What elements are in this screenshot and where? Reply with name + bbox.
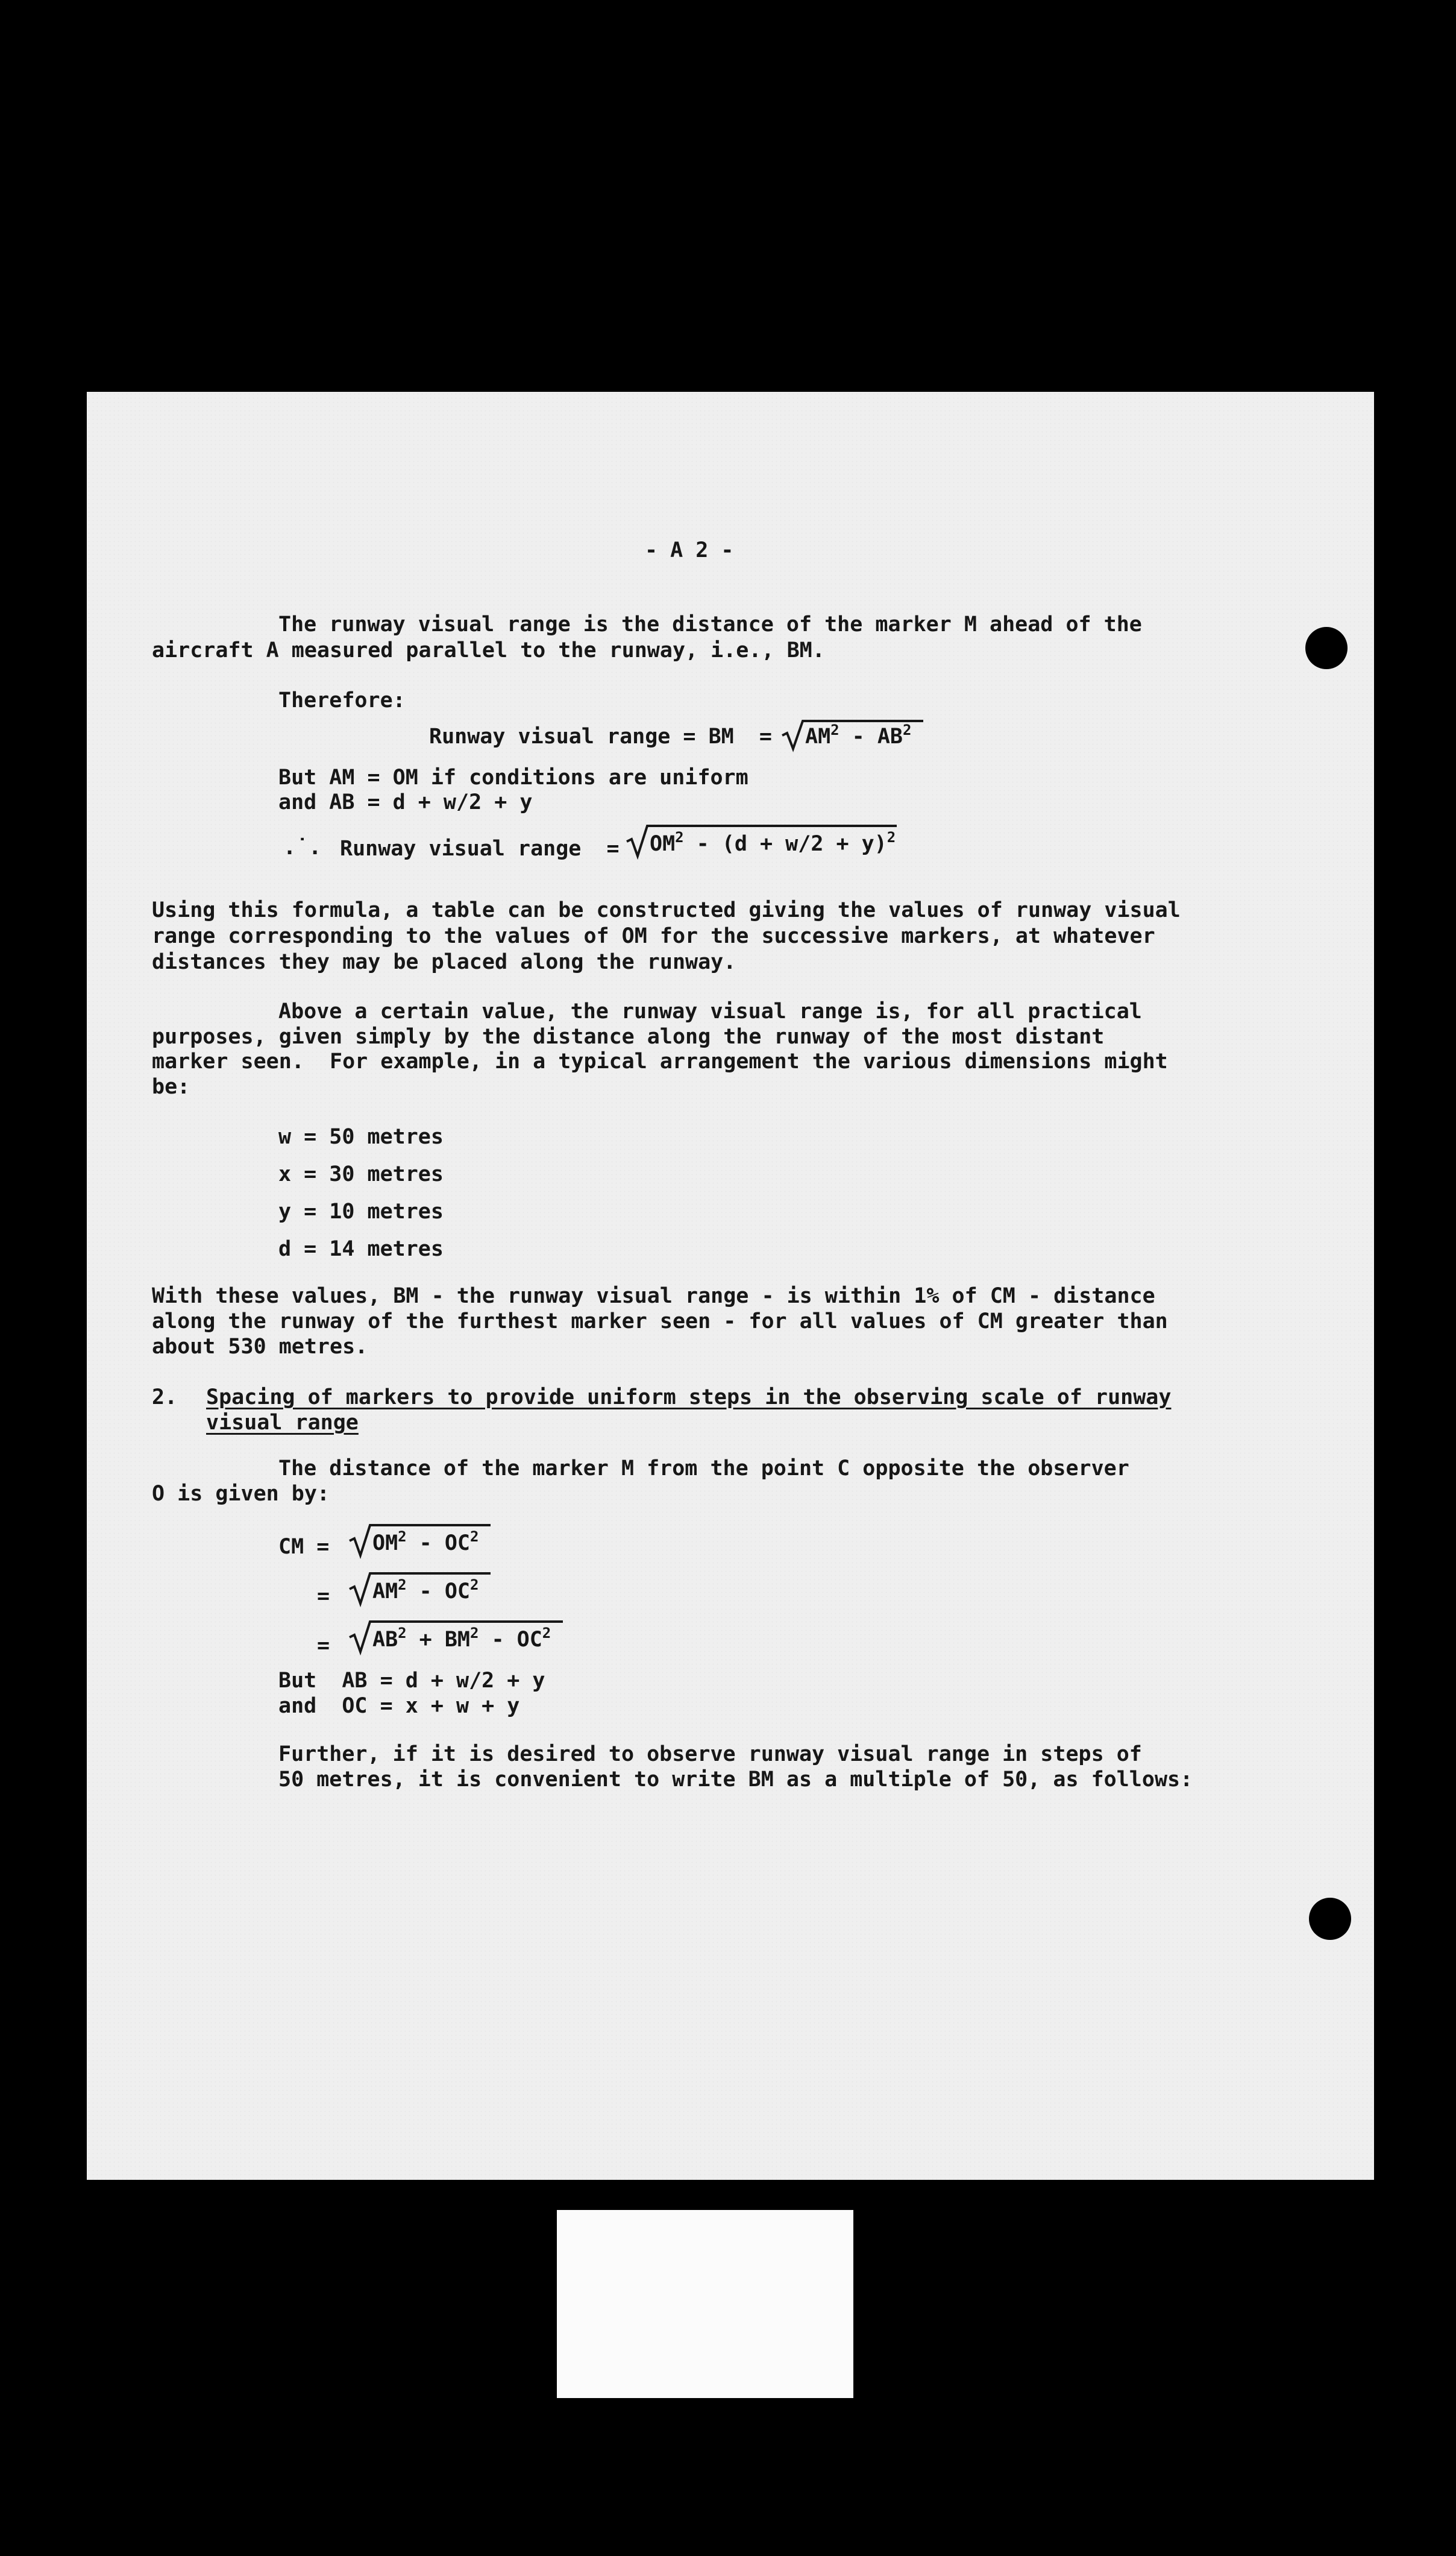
para2-line2: range corresponding to the values of OM for the successive markers, at whatever: [152, 924, 1155, 948]
para2-line1: Using this formula, a table can be constructed giving the values of runway visual: [152, 898, 1181, 922]
section-heading-line2: visual range: [206, 1411, 359, 1435]
dimension-item: w = 50 metres: [278, 1125, 444, 1149]
but-ab-line: But AB = d + w/2 + y: [278, 1669, 545, 1693]
para4-line3: about 530 metres.: [152, 1335, 368, 1359]
eq1-lhs: Runway visual range = BM =: [429, 725, 772, 749]
therefore-label: Therefore:: [278, 688, 406, 713]
eq2-lhs: Runway visual range =: [340, 837, 620, 861]
dimension-item: d = 14 metres: [278, 1237, 444, 1261]
but-am-line: But AM = OM if conditions are uniform: [278, 766, 748, 790]
eq2-radical: $OM^2 - (d + w/2 + y)^2$: [626, 823, 903, 857]
para6-line1: Further, if it is desired to observe runway visual range in steps of: [278, 1742, 1142, 1766]
para5-line1: The distance of the marker M from the point C opposite the observer: [278, 1456, 1129, 1481]
section-number: 2.: [152, 1385, 178, 1409]
and-oc-line: and OC = x + w + y: [278, 1694, 520, 1718]
dimension-item: x = 30 metres: [278, 1162, 444, 1186]
punch-hole: [1305, 627, 1348, 669]
and-ab-line: and AB = d + w/2 + y: [278, 790, 533, 814]
para6-line2: 50 metres, it is convenient to write BM as a multiple of 50, as follows:: [278, 1767, 1193, 1792]
para1-line2: aircraft A measured parallel to the runway, i.e., BM.: [152, 638, 825, 663]
dimension-item: y = 10 metres: [278, 1200, 444, 1224]
therefore-symbol: .˙.: [283, 836, 322, 860]
blank-label: [557, 2210, 853, 2398]
para3-line3: marker seen. For example, in a typical arrangement the various dimensions might: [152, 1050, 1168, 1074]
para5-line2: O is given by:: [152, 1482, 330, 1506]
cm-radical-3: $AB^2 + BM^2 - OC^2$: [348, 1619, 565, 1653]
punch-hole: [1309, 1898, 1351, 1940]
section-heading-line1: Spacing of markers to provide uniform steps in the observing scale of runway: [206, 1385, 1172, 1409]
para3-line2: purposes, given simply by the distance along the runway of the most distant: [152, 1025, 1105, 1049]
para3-line1: Above a certain value, the runway visual range is, for all practical: [278, 999, 1142, 1024]
cm-radical-2: $AM^2 - OC^2$: [348, 1571, 493, 1605]
para1-line1: The runway visual range is the distance of the marker M ahead of the: [278, 612, 1142, 637]
cm-label: CM =: [278, 1535, 330, 1559]
equals-sign: =: [317, 1634, 330, 1658]
para3-line4: be:: [152, 1075, 190, 1099]
page-number: - A 2 -: [645, 538, 734, 562]
para2-line3: distances they may be placed along the runway.: [152, 950, 736, 974]
cm-radical-1: $OM^2 - OC^2$: [348, 1523, 493, 1557]
eq1-radical: $AM^2 - AB^2$: [781, 719, 926, 750]
para4-line2: along the runway of the furthest marker seen - for all values of CM greater than: [152, 1309, 1168, 1333]
para4-line1: With these values, BM - the runway visual range - is within 1% of CM - distance: [152, 1284, 1155, 1308]
equals-sign: =: [317, 1584, 330, 1608]
